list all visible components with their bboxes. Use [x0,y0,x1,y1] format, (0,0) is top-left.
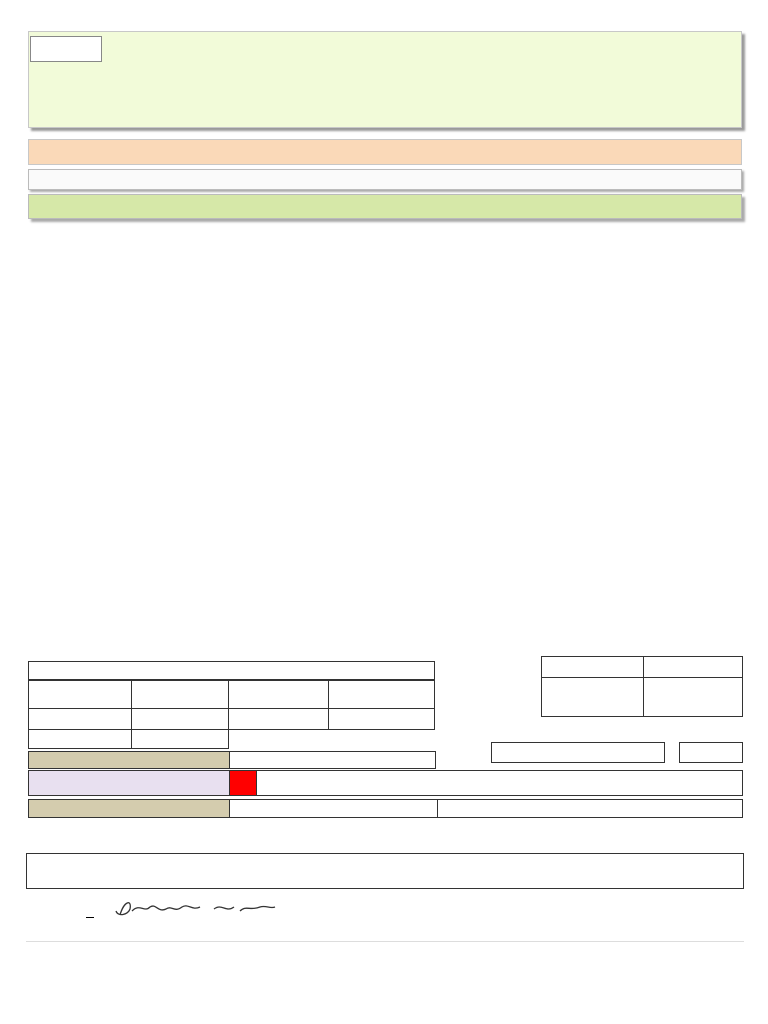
criteria-poor-value [131,729,229,749]
division-bar [28,194,742,219]
criteria-good-value [131,708,229,730]
rating-criteria-title [28,661,435,680]
scorecard-title-bar [28,139,742,165]
spares-otif-label [28,770,230,796]
warranty-cost-value [229,751,436,769]
total-label [541,656,644,678]
quality-crisis-value [679,742,743,763]
criteria-poor-label [28,729,132,749]
quality-crisis-label [491,742,665,763]
signature-image [110,893,280,921]
criteria-must-value [328,708,435,730]
criteria-superior-value [328,680,435,709]
criteria-superior-label [228,680,329,709]
remark-box [26,853,744,889]
letter-header [28,31,742,128]
warranty-cost-label [28,751,230,769]
certification-ems [437,799,743,818]
criteria-excellent-label [28,680,132,709]
divider [26,941,744,942]
criteria-excellent-value [131,680,229,709]
mahindra-logo [30,36,102,62]
spares-legend [256,770,743,796]
rating-value [643,677,743,717]
total-value [643,656,743,678]
certification-label [28,799,230,818]
criteria-must-label [228,708,329,730]
rating-label [541,677,644,717]
signature-dash [86,917,94,918]
vendor-bar [28,169,742,190]
spares-otif-value [229,770,257,796]
certification-qms [229,799,438,818]
criteria-good-label [28,708,132,730]
